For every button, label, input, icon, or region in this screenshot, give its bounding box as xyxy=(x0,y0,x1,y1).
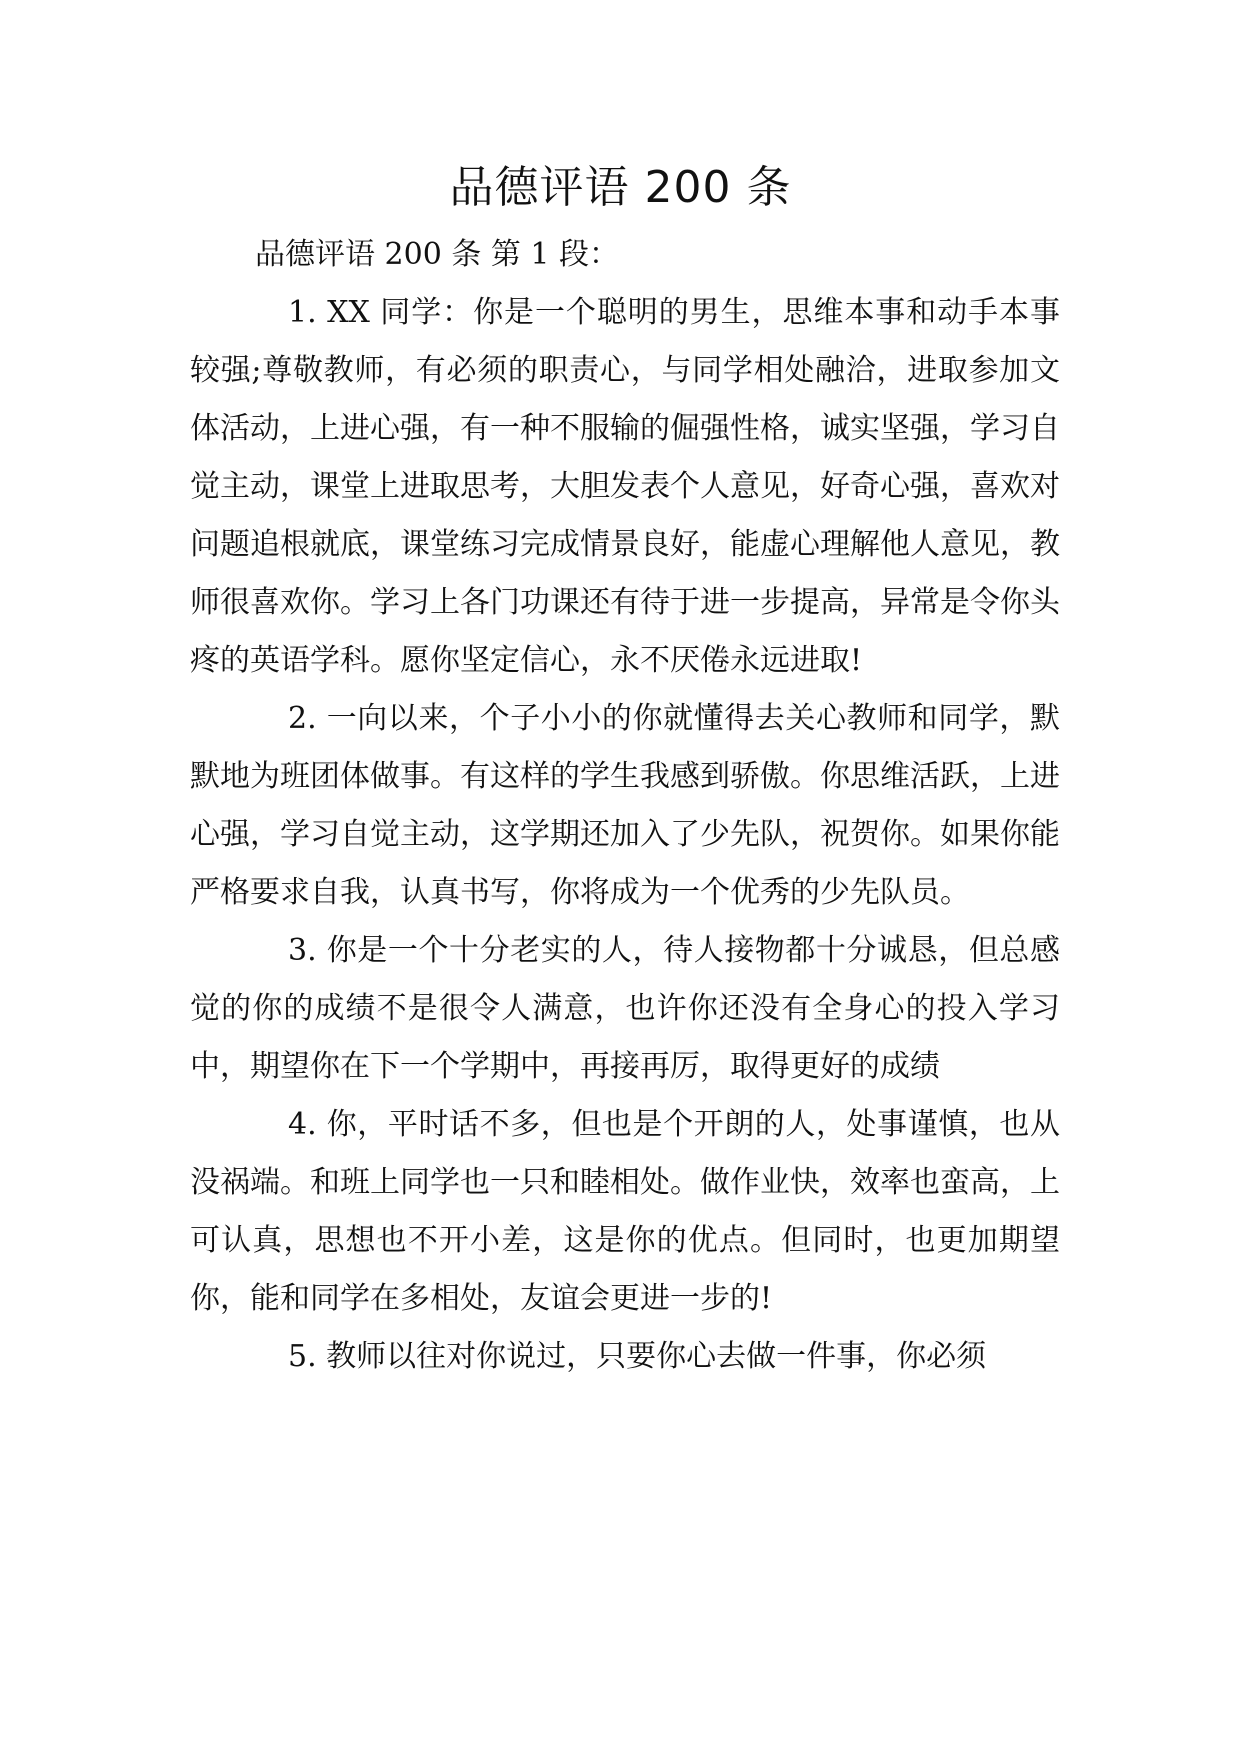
document-title: 品德评语 200 条 xyxy=(449,162,792,213)
section-heading: 品德评语 200 条 第 1 段： xyxy=(255,237,620,272)
paragraph-3: 3. 你是一个十分老实的人，待人接物都十分诚恳，但总感觉的你的成绩不是很令人满意，也许你还没有全身心的投入学习中，期望你在下一个学期中，再接再厉，取得更好的成绩 xyxy=(190,933,1060,1084)
paragraph-2: 2. 一向以来，个子小小的你就懂得去关心教师和同学，默默地为班团体做事。有这样的学生我感到骄傲。你思维活跃，上进心强，学习自觉主动，这学期还加入了少先队，祝贺你。如果你能严格要求自我，认真书写，你将成为一个优秀的少先队员。 xyxy=(190,701,1060,910)
paragraph-5: 5. 教师以往对你说过，只要你心去做一件事，你必须 xyxy=(288,1339,987,1374)
paragraph-1: 1. XX 同学：你是一个聪明的男生，思维本事和动手本事较强;尊敬教师，有必须的职责心，与同学相处融洽，进取参加文体活动，上进心强，有一种不服输的倔强性格，诚实坚强，学习自觉主动，课堂上进取思考，大胆发表个人意见，好奇心强，喜欢对问题追根就底，课堂练习完成情景良好，能虚心理解他人意见，教师很喜欢你。学习上各门功课还有待于进一步提高，异常是令你头疼的英语学科。愿你坚定信心，永不厌倦永远进取! xyxy=(190,295,1060,678)
paragraph-4: 4. 你，平时话不多，但也是个开朗的人，处事谨慎，也从没祸端。和班上同学也一只和睦相处。做作业快，效率也蛮高，上可认真，思想也不开小差，这是你的优点。但同时，也更加期望你，能和同学在多相处，友谊会更进一步的! xyxy=(190,1107,1060,1316)
document-body xyxy=(190,226,1060,1386)
